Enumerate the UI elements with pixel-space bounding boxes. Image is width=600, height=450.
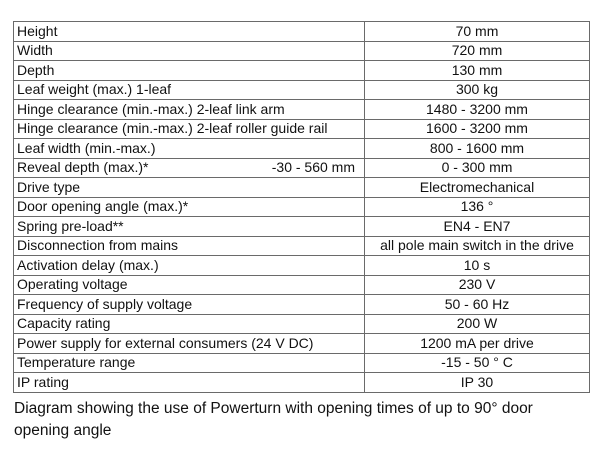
spec-value-cell: -15 - 50 ° C <box>365 353 590 373</box>
spec-row <box>14 41 590 61</box>
spec-label-cell: Width <box>14 41 365 61</box>
spec-label-cell: Activation delay (max.) <box>14 256 365 276</box>
spec-value-cell: Electromechanical <box>365 178 590 198</box>
spec-label-cell: Leaf weight (max.) 1-leaf <box>14 80 365 100</box>
spec-row <box>14 80 590 100</box>
spec-row <box>14 236 590 256</box>
spec-value-cell: IP 30 <box>365 373 590 393</box>
spec-value-cell: 50 - 60 Hz <box>365 295 590 315</box>
spec-label-wrap <box>17 159 361 176</box>
spec-row <box>14 314 590 334</box>
spec-value-cell: 136 ° <box>365 197 590 217</box>
spec-value-cell: 70 mm <box>365 22 590 42</box>
spec-value-cell: 800 - 1600 mm <box>365 139 590 159</box>
spec-row <box>14 217 590 237</box>
spec-table <box>13 21 590 393</box>
spec-row <box>14 353 590 373</box>
spec-value-cell: 300 kg <box>365 80 590 100</box>
spec-label-cell: Operating voltage <box>14 275 365 295</box>
spec-label-cell: Capacity rating <box>14 314 365 334</box>
spec-value-cell: 230 V <box>365 275 590 295</box>
spec-label: Reveal depth (max.)* <box>17 159 149 176</box>
spec-value-cell: 0 - 300 mm <box>365 158 590 178</box>
spec-value-cell: all pole main switch in the drive <box>365 236 590 256</box>
spec-row <box>14 178 590 198</box>
spec-row <box>14 119 590 139</box>
spec-row <box>14 256 590 276</box>
spec-row <box>14 197 590 217</box>
spec-row <box>14 22 590 42</box>
spec-label-cell: Power supply for external consumers (24 V DC) <box>14 334 365 354</box>
spec-value-cell: 200 W <box>365 314 590 334</box>
spec-row <box>14 158 590 178</box>
spec-table-body <box>14 22 590 393</box>
spec-label-extra: -30 - 560 mm <box>271 159 355 176</box>
spec-label-cell: Leaf width (min.-max.) <box>14 139 365 159</box>
spec-label-cell: Temperature range <box>14 353 365 373</box>
diagram-caption: Diagram showing the use of Powerturn with opening times of up to 90° door opening angle <box>14 400 533 439</box>
spec-label-cell: Disconnection from mains <box>14 236 365 256</box>
spec-label-cell: Door opening angle (max.)* <box>14 197 365 217</box>
spec-label-cell: Drive type <box>14 178 365 198</box>
spec-label-cell: Hinge clearance (min.-max.) 2-leaf roller guide rail <box>14 119 365 139</box>
spec-label-cell <box>14 158 365 178</box>
spec-value-cell: EN4 - EN7 <box>365 217 590 237</box>
spec-row <box>14 61 590 81</box>
spec-label-cell: Depth <box>14 61 365 81</box>
spec-label-cell: Hinge clearance (min.-max.) 2-leaf link arm <box>14 100 365 120</box>
spec-value-cell: 10 s <box>365 256 590 276</box>
spec-row <box>14 100 590 120</box>
spec-label-cell: Spring pre-load** <box>14 217 365 237</box>
spec-row <box>14 295 590 315</box>
spec-label-cell: IP rating <box>14 373 365 393</box>
spec-row <box>14 275 590 295</box>
spec-label-cell: Height <box>14 22 365 42</box>
spec-value-cell: 1200 mA per drive <box>365 334 590 354</box>
spec-row <box>14 373 590 393</box>
spec-value-cell: 1600 - 3200 mm <box>365 119 590 139</box>
spec-value-cell: 1480 - 3200 mm <box>365 100 590 120</box>
spec-value-cell: 130 mm <box>365 61 590 81</box>
spec-label-cell: Frequency of supply voltage <box>14 295 365 315</box>
spec-value-cell: 720 mm <box>365 41 590 61</box>
spec-row <box>14 334 590 354</box>
spec-row <box>14 139 590 159</box>
